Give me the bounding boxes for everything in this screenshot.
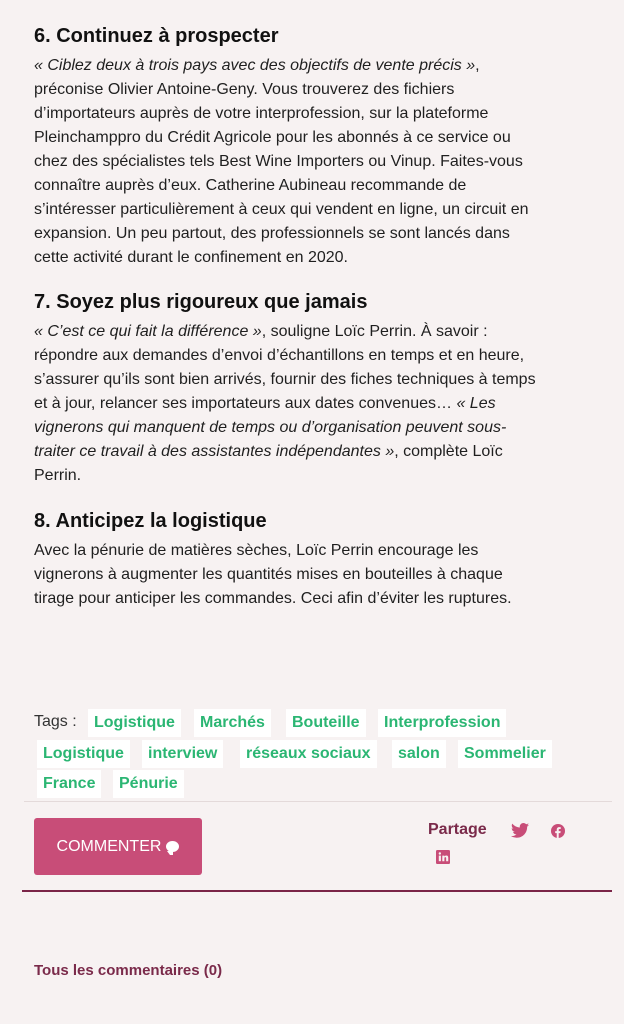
tag-logistique-2[interactable]: Logistique xyxy=(37,740,130,768)
paragraph-text-run: vignerons à augmenter les quantités mises en bouteilles à chaque xyxy=(34,566,503,583)
tag-marches[interactable]: Marchés xyxy=(194,709,271,737)
section-paragraph-logistique xyxy=(34,539,594,611)
paragraph-text-run: s’intéresser particulièrement à ceux qui vendent en ligne, un circuit en xyxy=(34,201,529,218)
tag-logistique[interactable]: Logistique xyxy=(88,709,181,737)
paragraph-text-run: « Les xyxy=(456,395,496,412)
paragraph-text-run: cette activité durant le confinement en 2020. xyxy=(34,249,348,266)
tag-france[interactable]: France xyxy=(37,770,101,798)
tag-penurie[interactable]: Pénurie xyxy=(113,770,184,798)
paragraph-text-run: Avec la pénurie de matières sèches, Loïc Perrin encourage les xyxy=(34,542,479,559)
tag-reseaux-sociaux[interactable]: réseaux sociaux xyxy=(240,740,377,768)
tags-divider xyxy=(24,801,612,802)
paragraph-text-run: connaître auprès d’eux. Catherine Aubineau recommande de xyxy=(34,177,467,194)
section-title-prospecter: 6. Continuez à prospecter xyxy=(34,25,279,47)
linkedin-icon[interactable] xyxy=(436,850,450,869)
paragraph-text-run: vignerons qui manquent de temps ou d’organisation peuvent sous- xyxy=(34,419,507,436)
section-title-logistique: 8. Anticipez la logistique xyxy=(34,510,267,532)
twitter-icon[interactable] xyxy=(511,823,529,843)
paragraph-text-run: répondre aux demandes d’envoi d’échantillons en temps et en heure, xyxy=(34,347,525,364)
section-title-rigoureux: 7. Soyez plus rigoureux que jamais xyxy=(34,291,368,313)
paragraph-text-run: , complète Loïc xyxy=(394,443,503,460)
paragraph-text-run: « C’est ce qui fait la différence » xyxy=(34,323,262,340)
paragraph-text-run: traiter ce travail à des assistantes indépendantes » xyxy=(34,443,395,460)
facebook-icon[interactable] xyxy=(551,824,565,843)
paragraph-text-run: expansion. Un peu partout, des professionnels se sont lancés dans xyxy=(34,225,510,242)
paragraph-text-run: , souligne Loïc Perrin. À savoir : xyxy=(261,323,488,340)
paragraph-text-run: Perrin. xyxy=(34,467,82,484)
all-comments-link[interactable]: Tous les commentaires (0) xyxy=(34,962,223,979)
paragraph-text-run: tirage pour anticiper les commandes. Ceci afin d’éviter les ruptures. xyxy=(34,590,512,607)
comment-button[interactable] xyxy=(34,818,202,875)
speech-bubble-icon xyxy=(166,841,179,852)
section-paragraph-rigoureux xyxy=(34,320,594,488)
section-paragraph-prospecter xyxy=(34,54,594,270)
comments-divider xyxy=(22,890,612,892)
paragraph-text-run: préconise Olivier Antoine-Geny. Vous trouverez des fichiers xyxy=(34,81,455,98)
paragraph-text-run: s’assurer qu’ils sont bien arrivés, fournir des fiches techniques à temps xyxy=(34,371,536,388)
tags-label: Tags : xyxy=(34,713,77,730)
paragraph-text-run: chez des spécialistes tels Best Wine Importers ou Vinup. Faites-vous xyxy=(34,153,523,170)
comment-button-label: COMMENTER xyxy=(56,838,162,855)
tag-salon[interactable]: salon xyxy=(392,740,446,768)
tag-sommelier[interactable]: Sommelier xyxy=(458,740,552,768)
paragraph-text-run: , xyxy=(475,57,480,74)
tag-interprofession[interactable]: Interprofession xyxy=(378,709,506,737)
paragraph-text-run: d’importateurs auprès de votre interprofession, sur la plateforme xyxy=(34,105,489,122)
tag-bouteille[interactable]: Bouteille xyxy=(286,709,366,737)
paragraph-text-run: et à jour, relancer ses importateurs aux dates convenues… xyxy=(34,395,457,412)
paragraph-text-run: Pleinchamppro du Crédit Agricole pour les abonnés à ce service ou xyxy=(34,129,511,146)
paragraph-text-run: « Ciblez deux à trois pays avec des objectifs de vente précis » xyxy=(34,57,476,74)
share-label: Partage xyxy=(428,821,487,838)
tag-interview[interactable]: interview xyxy=(142,740,223,768)
